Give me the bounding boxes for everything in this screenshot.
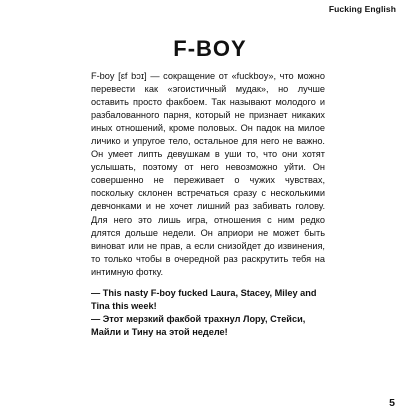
- example-russian: — Этот мерзкий факбой трахнул Лору, Стейси, Майли и Тину на этой неделе!: [91, 314, 306, 338]
- running-header: Fucking English: [328, 4, 396, 14]
- page-title: F-BOY: [173, 36, 247, 61]
- example-block: [91, 287, 325, 339]
- example-english: — This nasty F-boy fucked Laura, Stacey, Miley and Tina this week!: [91, 288, 317, 312]
- page-number: 5: [389, 397, 395, 409]
- definition-paragraph: F-boy [ɛf bɔɪ] — сокращение от «fuckboy», что можно перевести как «эгоистичный мудак», но лучше оставить просто факбоем. Так называют молодого и разбалованного парня, который не признает никаких иных отношений, кроме половых. Он падок на милое личико и упругое тело, остальное для него не важно. Он умеет липть девушкам в уши то, что они хотят услышать, поэтому от него невозможно уйти. Он совершенно не переживает о чужих чувствах, поскольку склонен встречаться сразу с несколькими девчонками и не хочет лишний раз забивать голову. Для него это лишь игра, отношения с ним редко длятся дольше недели. Он априори не может быть виноват или не прав, а если снизойдет до извинения, то только чтобы в очередной раз раскрутить тебя на интимную фотку.: [91, 71, 325, 277]
